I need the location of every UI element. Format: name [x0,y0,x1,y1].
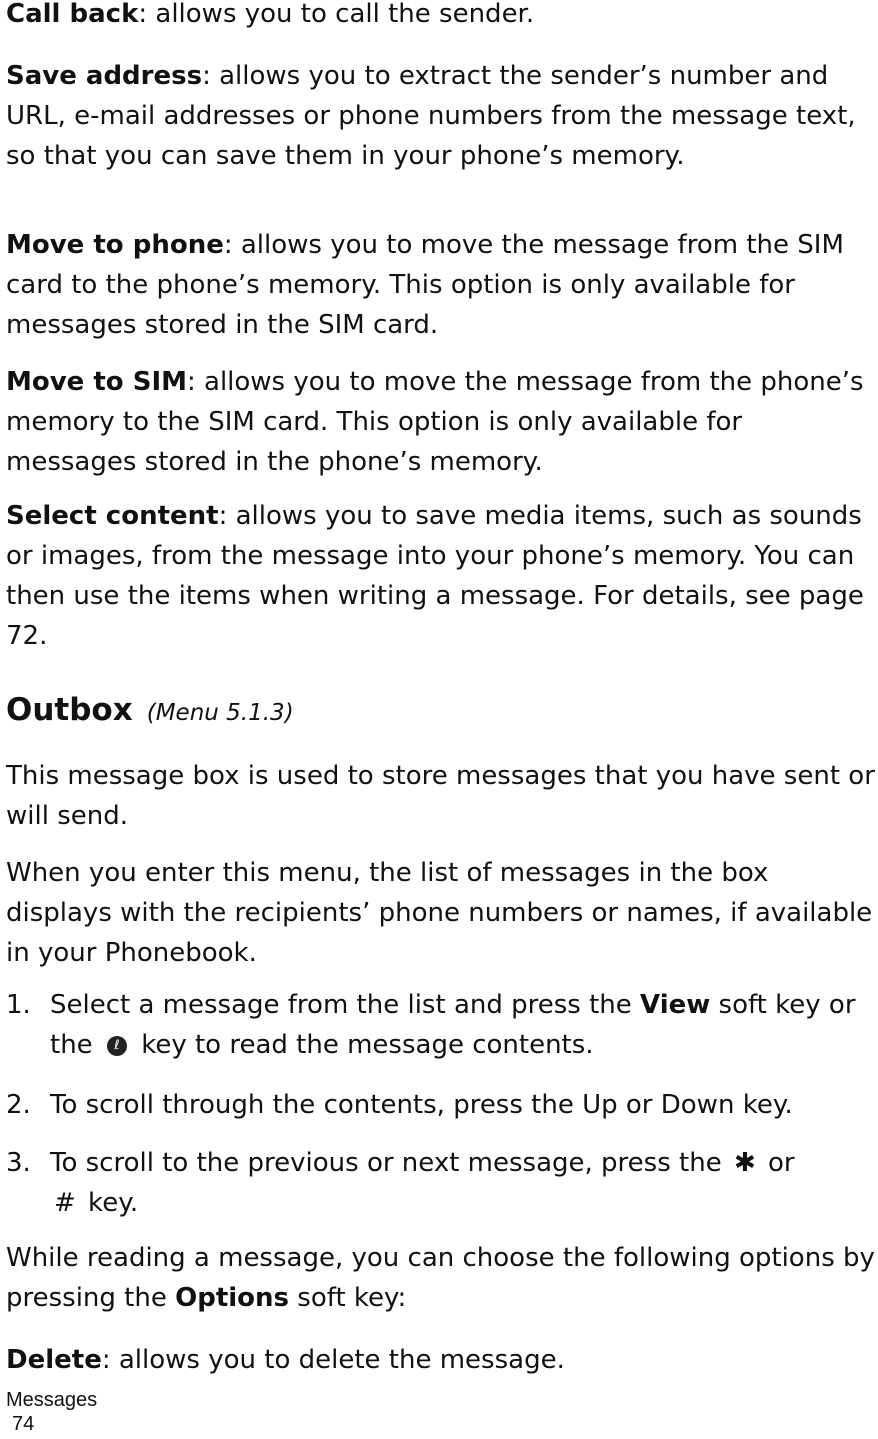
option-save-address: Save address: allows you to extract the sender’s number and URL, e-mail addresses or phone numbers from the message text, so that you can save them in your phone’s memory. [6,61,856,171]
menu-reference: (Menu 5.1.3) [146,700,294,726]
option-delete: Delete: allows you to delete the message. [6,1345,565,1375]
step-number: 3. [6,1148,31,1178]
intro-paragraph-1: This message box is used to store messages that you have sent or will send. [6,761,875,831]
page-footer [6,1388,97,1436]
intro-paragraph-2: When you enter this menu, the list of messages in the box displays with the recipients’ phone numbers or names, if available in your Phonebook. [6,858,873,968]
step-number: 2. [6,1090,31,1120]
hash-key-icon: # [54,1188,76,1218]
option-move-to-phone: Move to phone: allows you to move the message from the SIM card to the phone’s memory. This option is only available for messages stored in the SIM card. [6,230,844,340]
ok-key-icon: ℓ [107,1036,127,1056]
option-call-back: Call back: allows you to call the sender. [6,0,535,29]
footer-section: Messages [6,1389,98,1411]
star-key-icon: ✱ [733,1148,756,1178]
option-select-content: Select content: allows you to save media items, such as sounds or images, from the message into your phone’s memory. You can then use the items when writing a message. For details, see page 72. [6,501,864,651]
step-number: 1. [6,990,31,1020]
page-number: 74 [12,1413,35,1435]
option-move-to-sim: Move to SIM: allows you to move the message from the phone’s memory to the SIM card. This option is only available for messages stored in the phone’s memory. [6,367,864,477]
section-title: Outbox (Menu 5.1.3) [6,692,294,728]
options-intro: While reading a message, you can choose the following options by pressing the Options soft key: [6,1243,875,1313]
